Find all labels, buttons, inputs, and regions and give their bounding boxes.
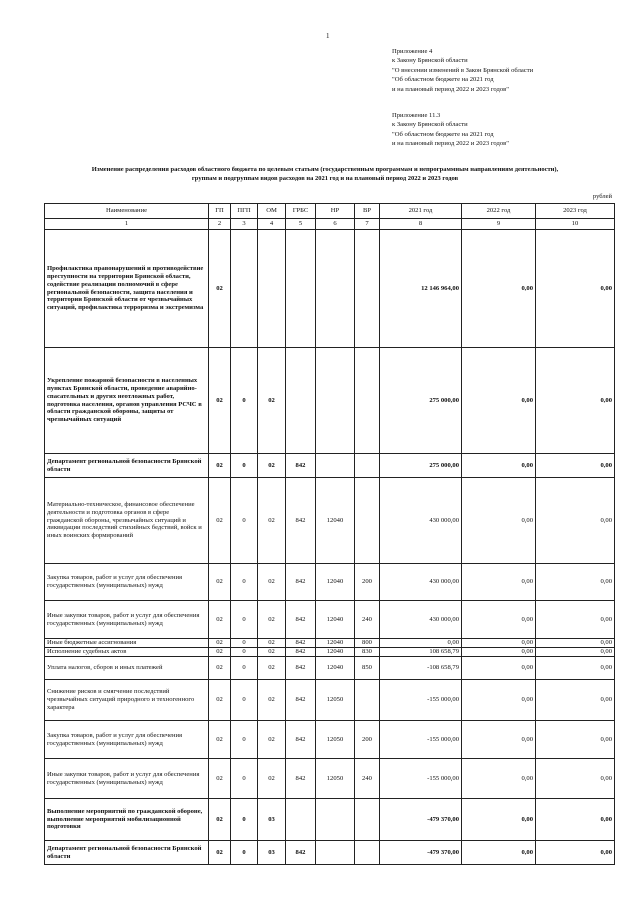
cell-nr (316, 348, 355, 454)
cell-vr: 200 (355, 721, 380, 759)
cell-pgp: 0 (231, 657, 258, 680)
cell-2021: 430 000,00 (380, 601, 462, 639)
cell-grbs (286, 230, 316, 348)
table-row (45, 799, 615, 841)
cell-gp: 02 (209, 841, 231, 865)
col-header: ПГП (231, 204, 258, 219)
col-header: ГП (209, 204, 231, 219)
cell-2022: 0,00 (462, 799, 536, 841)
cell-nr: 12040 (316, 657, 355, 680)
cell-vr (355, 680, 380, 721)
cell-grbs: 842 (286, 564, 316, 601)
annex-header-line: "Об областном бюджете на 2021 год (392, 76, 494, 84)
document-title: Изменение распределения расходов областного бюджета по целевым статьям (государственным программам и непрограммным направлениям деятельности), группам и подгруппам видов расходов на 2021 год и на плановый период 2022 и 2023 годов (91, 166, 559, 182)
cell-vr (355, 454, 380, 478)
cell-nr: 12040 (316, 648, 355, 657)
cell-2023: 0,00 (536, 454, 615, 478)
cell-2022: 0,00 (462, 564, 536, 601)
table-row (45, 348, 615, 454)
cell-2021: -155 000,00 (380, 680, 462, 721)
cell-gp: 02 (209, 721, 231, 759)
cell-nr: 12050 (316, 680, 355, 721)
col-number: 8 (380, 219, 462, 230)
row-name: Закупка товаров, работ и услуг для обеспечения государственных (муниципальных) нужд (45, 721, 209, 759)
cell-pgp: 0 (231, 841, 258, 865)
cell-2022: 0,00 (462, 230, 536, 348)
annex-header-line: "О внесении изменений в Закон Брянской области (392, 66, 534, 74)
cell-nr (316, 230, 355, 348)
cell-pgp: 0 (231, 454, 258, 478)
cell-2023: 0,00 (536, 639, 615, 648)
col-header: НР (316, 204, 355, 219)
cell-grbs (286, 799, 316, 841)
cell-2021: 0,00 (380, 639, 462, 648)
cell-grbs: 842 (286, 648, 316, 657)
cell-om: 02 (258, 454, 286, 478)
table-row (45, 639, 615, 648)
cell-gp: 02 (209, 601, 231, 639)
cell-2021: -155 000,00 (380, 721, 462, 759)
col-number: 2 (209, 219, 231, 230)
cell-om (258, 230, 286, 348)
cell-om: 02 (258, 657, 286, 680)
cell-2023: 0,00 (536, 601, 615, 639)
table-row (45, 454, 615, 478)
cell-gp: 02 (209, 564, 231, 601)
cell-nr (316, 454, 355, 478)
cell-grbs: 842 (286, 721, 316, 759)
cell-vr: 200 (355, 564, 380, 601)
table-row (45, 759, 615, 799)
cell-gp: 02 (209, 680, 231, 721)
cell-vr (355, 841, 380, 865)
cell-2021: 275 000,00 (380, 454, 462, 478)
cell-pgp: 0 (231, 759, 258, 799)
annex-header (392, 47, 533, 94)
cell-pgp: 0 (231, 564, 258, 601)
col-number: 4 (258, 219, 286, 230)
budget-table (44, 203, 615, 865)
row-name: Иные закупки товаров, работ и услуг для обеспечения государственных (муниципальных) нужд (45, 759, 209, 799)
cell-2022: 0,00 (462, 601, 536, 639)
cell-nr: 12040 (316, 478, 355, 564)
cell-gp: 02 (209, 454, 231, 478)
annex-subheader (392, 111, 509, 149)
col-header: 2021 год (380, 204, 462, 219)
table-row (45, 478, 615, 564)
col-number: 5 (286, 219, 316, 230)
cell-om: 03 (258, 799, 286, 841)
cell-2022: 0,00 (462, 648, 536, 657)
cell-2022: 0,00 (462, 348, 536, 454)
col-header: ВР (355, 204, 380, 219)
cell-grbs: 842 (286, 759, 316, 799)
cell-2021: 108 658,79 (380, 648, 462, 657)
cell-om: 02 (258, 721, 286, 759)
col-number: 3 (231, 219, 258, 230)
table-row (45, 648, 615, 657)
cell-pgp: 0 (231, 721, 258, 759)
cell-grbs: 842 (286, 601, 316, 639)
row-name: Закупка товаров, работ и услуг для обеспечения государственных (муниципальных) нужд (45, 564, 209, 601)
cell-om: 02 (258, 759, 286, 799)
cell-2022: 0,00 (462, 454, 536, 478)
table-row (45, 601, 615, 639)
cell-nr: 12050 (316, 721, 355, 759)
cell-vr: 850 (355, 657, 380, 680)
cell-grbs: 842 (286, 680, 316, 721)
cell-grbs (286, 348, 316, 454)
col-header: 2022 год (462, 204, 536, 219)
cell-grbs: 842 (286, 841, 316, 865)
cell-gp: 02 (209, 348, 231, 454)
cell-2023: 0,00 (536, 721, 615, 759)
cell-2021: -479 370,00 (380, 799, 462, 841)
cell-vr: 800 (355, 639, 380, 648)
annex-sub-line: Приложение 11.3 (392, 112, 441, 119)
col-number: 7 (355, 219, 380, 230)
unit-label: рублей (592, 193, 612, 200)
cell-2023: 0,00 (536, 348, 615, 454)
cell-gp: 02 (209, 639, 231, 648)
annex-sub-line: и на плановый период 2022 и 2023 годов" (392, 140, 509, 148)
cell-vr (355, 230, 380, 348)
cell-pgp: 0 (231, 478, 258, 564)
cell-2022: 0,00 (462, 478, 536, 564)
cell-2023: 0,00 (536, 841, 615, 865)
row-name: Иные бюджетные ассигнования (45, 639, 209, 648)
cell-pgp: 0 (231, 601, 258, 639)
cell-2022: 0,00 (462, 759, 536, 799)
col-number: 10 (536, 219, 615, 230)
table-row (45, 680, 615, 721)
cell-2022: 0,00 (462, 680, 536, 721)
row-name: Иные закупки товаров, работ и услуг для обеспечения государственных (муниципальных) нужд (45, 601, 209, 639)
cell-2021: -108 658,79 (380, 657, 462, 680)
cell-2021: -479 370,00 (380, 841, 462, 865)
cell-2023: 0,00 (536, 657, 615, 680)
header-row (45, 204, 615, 219)
cell-vr (355, 478, 380, 564)
cell-nr: 12050 (316, 759, 355, 799)
table-row (45, 841, 615, 865)
cell-om: 02 (258, 601, 286, 639)
col-header: Наименование (45, 204, 209, 219)
col-header: 2023 год (536, 204, 615, 219)
cell-pgp: 0 (231, 348, 258, 454)
cell-2023: 0,00 (536, 680, 615, 721)
col-header: ГРБС (286, 204, 316, 219)
cell-2023: 0,00 (536, 799, 615, 841)
cell-om: 02 (258, 348, 286, 454)
row-name: Исполнение судебных актов (45, 648, 209, 657)
cell-gp: 02 (209, 230, 231, 348)
table-row (45, 230, 615, 348)
cell-nr: 12040 (316, 564, 355, 601)
row-name: Департамент региональной безопасности Брянской области (45, 841, 209, 865)
cell-2023: 0,00 (536, 564, 615, 601)
cell-2021: 430 000,00 (380, 564, 462, 601)
col-number: 9 (462, 219, 536, 230)
cell-gp: 02 (209, 799, 231, 841)
cell-vr (355, 348, 380, 454)
row-name: Выполнение мероприятий по гражданской обороне, выполнение мероприятий мобилизационной подготовки (45, 799, 209, 841)
cell-vr (355, 799, 380, 841)
annex-header-line: к Закону Брянской области (392, 57, 468, 65)
cell-om: 02 (258, 648, 286, 657)
row-name: Укрепление пожарной безопасности в населенных пунктах Брянской области, проведение аварийно-спасательных и других неотложных работ, подготовка населения, органов управления РСЧС в области гражданской обороны, защиты от чрезвычайных ситуаций (45, 348, 209, 454)
cell-pgp: 0 (231, 680, 258, 721)
cell-2021: 430 000,00 (380, 478, 462, 564)
cell-om: 02 (258, 478, 286, 564)
row-name: Департамент региональной безопасности Брянской области (45, 454, 209, 478)
cell-pgp: 0 (231, 648, 258, 657)
cell-grbs: 842 (286, 657, 316, 680)
cell-gp: 02 (209, 657, 231, 680)
cell-nr: 12040 (316, 639, 355, 648)
cell-pgp (231, 230, 258, 348)
row-name: Уплата налогов, сборов и иных платежей (45, 657, 209, 680)
annex-header-line: и на плановый период 2022 и 2023 годов" (392, 85, 509, 93)
cell-2023: 0,00 (536, 478, 615, 564)
cell-gp: 02 (209, 759, 231, 799)
row-name: Профилактика правонарушений и противодействие преступности на территории Брянской области, содействие реализации полномочий в сфере региональной безопасности, защита населения и территории Брянской области от чрезвычайных ситуаций, профилактика терроризма и экстремизма (45, 230, 209, 348)
cell-om: 02 (258, 680, 286, 721)
column-number-row (45, 219, 615, 230)
cell-pgp: 0 (231, 639, 258, 648)
cell-om: 02 (258, 564, 286, 601)
table-row (45, 564, 615, 601)
annex-sub-line: "Об областном бюджете на 2021 год (392, 130, 494, 138)
cell-pgp: 0 (231, 799, 258, 841)
cell-grbs: 842 (286, 454, 316, 478)
cell-nr (316, 841, 355, 865)
cell-nr (316, 799, 355, 841)
cell-2023: 0,00 (536, 648, 615, 657)
cell-2023: 0,00 (536, 230, 615, 348)
cell-2023: 0,00 (536, 759, 615, 799)
table-row (45, 721, 615, 759)
cell-2021: 12 146 964,00 (380, 230, 462, 348)
page-number: 1 (326, 32, 330, 40)
cell-om: 03 (258, 841, 286, 865)
cell-nr: 12040 (316, 601, 355, 639)
cell-2022: 0,00 (462, 721, 536, 759)
cell-2022: 0,00 (462, 841, 536, 865)
cell-2022: 0,00 (462, 639, 536, 648)
cell-2021: -155 000,00 (380, 759, 462, 799)
cell-om: 02 (258, 639, 286, 648)
annex-sub-line: к Закону Брянской области (392, 121, 468, 129)
cell-grbs: 842 (286, 639, 316, 648)
table-row (45, 657, 615, 680)
cell-2022: 0,00 (462, 657, 536, 680)
cell-gp: 02 (209, 648, 231, 657)
cell-vr: 240 (355, 759, 380, 799)
col-number: 1 (45, 219, 209, 230)
row-name: Материально-техническое, финансовое обеспечение деятельности и подготовка органов в сфере гражданской обороны, чрезвычайных ситуаций и ликвидации последствий стихийных бедствий, войск и иных воинских формирований (45, 478, 209, 564)
col-header: ОМ (258, 204, 286, 219)
cell-grbs: 842 (286, 478, 316, 564)
annex-header-line: Приложение 4 (392, 48, 433, 55)
cell-vr: 830 (355, 648, 380, 657)
row-name: Снижение рисков и смягчение последствий чрезвычайных ситуаций природного и техногенного характера (45, 680, 209, 721)
cell-vr: 240 (355, 601, 380, 639)
col-number: 6 (316, 219, 355, 230)
cell-gp: 02 (209, 478, 231, 564)
cell-2021: 275 000,00 (380, 348, 462, 454)
